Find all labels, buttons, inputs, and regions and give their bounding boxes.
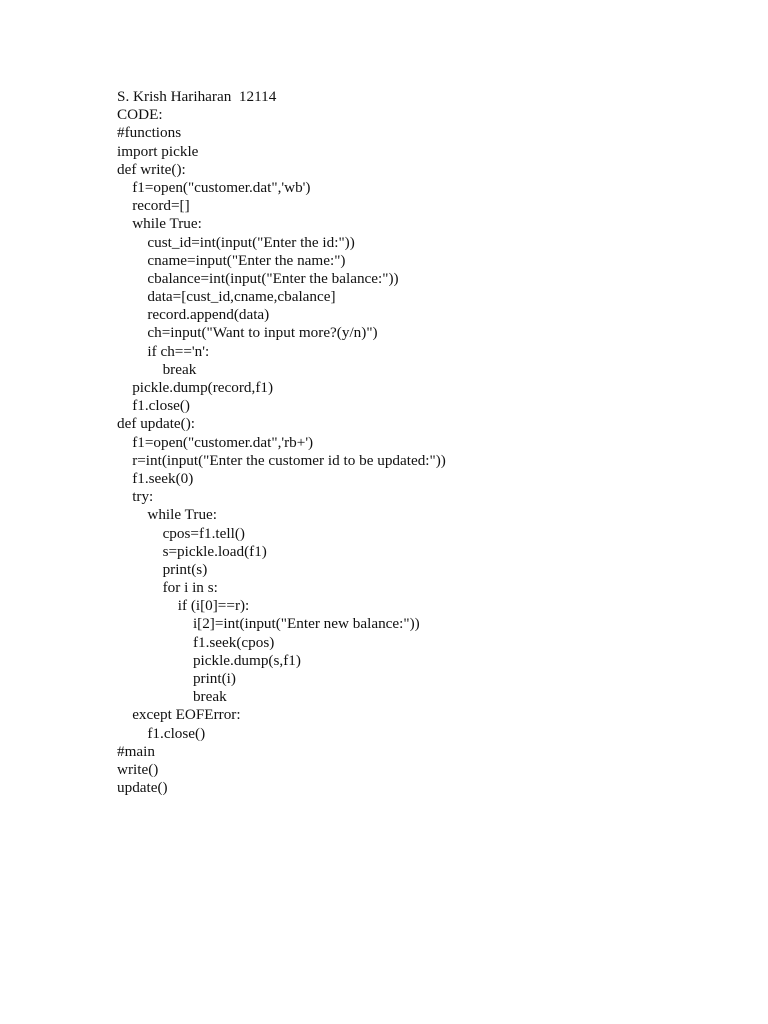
code-line: cust_id=int(input("Enter the id:")) [117, 233, 355, 251]
code-line: update() [117, 779, 168, 797]
code-line: if (i[0]==r): [117, 597, 250, 615]
code-line: #functions [117, 124, 182, 142]
code-line: try: [117, 488, 154, 506]
code-line: f1=open("customer.dat",'rb+') [117, 433, 314, 451]
code-line: f1.seek(cpos) [117, 633, 275, 651]
code-line: def write(): [117, 160, 186, 178]
code-line: i[2]=int(input("Enter new balance:")) [117, 615, 420, 633]
code-line: break [117, 360, 197, 378]
code-line: record.append(data) [117, 306, 270, 324]
code-line: except EOFError: [117, 706, 241, 724]
code-line: f1.close() [117, 397, 190, 415]
code-line: f1.seek(0) [117, 469, 194, 487]
code-line: cname=input("Enter the name:") [117, 251, 346, 269]
code-line: break [117, 688, 227, 706]
code-block [117, 124, 717, 797]
code-line: s=pickle.load(f1) [117, 542, 267, 560]
code-line: cpos=f1.tell() [117, 524, 245, 542]
code-line: def update(): [117, 415, 196, 433]
code-line: import pickle [117, 142, 199, 160]
code-line: pickle.dump(s,f1) [117, 651, 301, 669]
code-line: record=[] [117, 197, 190, 215]
code-line: while True: [117, 215, 202, 233]
code-line: cbalance=int(input("Enter the balance:")) [117, 269, 399, 287]
code-line: pickle.dump(record,f1) [117, 379, 274, 396]
author-header: S. Krish Hariharan 12114 [117, 88, 277, 105]
document-body [117, 88, 717, 797]
code-line: while True: [117, 506, 217, 524]
code-line: ch=input("Want to input more?(y/n)") [117, 324, 378, 342]
code-label: CODE: [117, 106, 163, 124]
code-line: if ch=='n': [117, 342, 210, 360]
code-line: data=[cust_id,cname,cbalance] [117, 288, 336, 306]
code-line: print(s) [117, 560, 208, 578]
code-line: print(i) [117, 670, 236, 687]
code-line: f1.close() [117, 724, 206, 742]
code-line: #main [117, 742, 155, 760]
code-line: f1=open("customer.dat",'wb') [117, 178, 311, 196]
code-line: write() [117, 760, 159, 778]
code-line: for i in s: [117, 579, 218, 597]
code-line: r=int(input("Enter the customer id to be updated:")) [117, 451, 446, 469]
